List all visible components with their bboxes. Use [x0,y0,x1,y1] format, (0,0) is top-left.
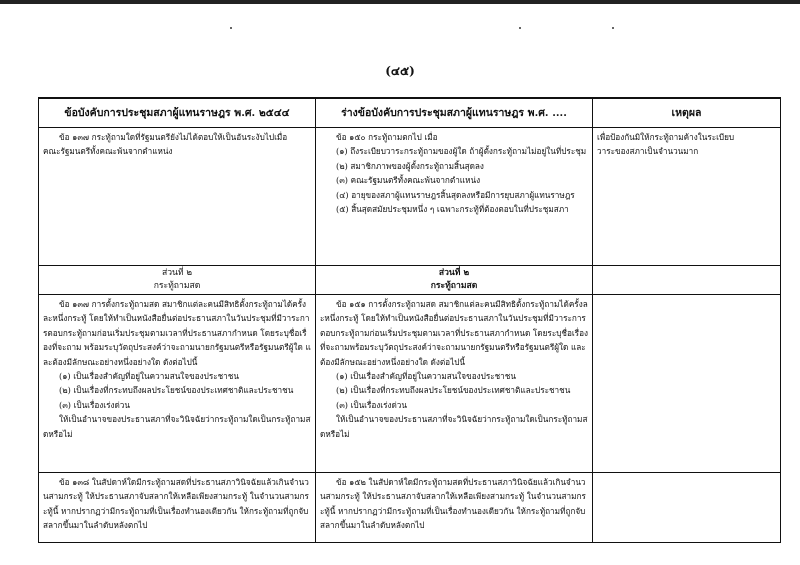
clause-item: (๒) เป็นเรื่องที่กระทบถึงผลประโยชน์ของประเทศชาติและประชาชน [336,385,571,396]
part-number: ส่วนที่ ๒ [438,268,470,278]
header-current-regulation: ข้อบังคับการประชุมสภาผู้แทนราษฎร พ.ศ. ๒๕๔๔ [39,98,316,128]
cell-reason-empty [593,266,781,295]
clause-tail: ให้เป็นอำนาจของประธานสภาที่จะวินิจฉัยว่ากระทู้ถามใดเป็นกระทู้ถามสดหรือไม่ [320,414,588,439]
clause-item: (๒) เป็นเรื่องที่กระทบถึงผลประโยชน์ของประเทศชาติและประชาชน [59,385,294,396]
clause-item: (๓) คณะรัฐมนตรีทั้งคณะพ้นจากตำแหน่ง [336,175,481,186]
cell-draft [316,295,593,473]
part-title: กระทู้ถามสด [430,281,478,291]
clause-text: ข้อ ๑๓๗ กระทู้ถามใดที่รัฐมนตรียังไม่ได้ตอบให้เป็นอันระงับไปเมื่อ [59,132,288,142]
clause-item: (๔) อายุของสภาผู้แทนราษฎรสิ้นสุดลงหรือมีการยุบสภาผู้แทนราษฎร [336,189,575,200]
clause-item: (๑) ถึงระเบียบวาระกระทู้ถามของผู้ใด ถ้าผู้ตั้งกระทู้ถามไม่อยู่ในที่ประชุม [336,146,587,157]
scan-edge-line [0,0,800,4]
header-reason: เหตุผล [593,98,781,128]
scan-speck [230,27,232,29]
scan-speck [612,27,614,29]
clause-text: ข้อ ๑๓๘ ในสัปดาห์ใดมีกระทู้ถามสดที่ประธานสภาวินิจฉัยแล้วเกินจำนวนสามกระทู้ ให้ประธานสภาจับสลากให้เหลือเพียงสามกระทู้ ในจำนวนสามกระทู้นี้ หากปรากฏว่ามีกระทู้ถามที่เป็นเรื่องทำนองเดียวกัน ให้กระทู้ถามที่ถูกจับสลากขึ้นมาในลำดับหลังตกไป [43,477,309,531]
cell-reason [593,128,781,266]
part-heading-draft [316,266,593,295]
part-number: ส่วนที่ ๒ [161,268,192,278]
comparison-table [38,97,781,543]
cell-current [39,128,316,266]
clause-item: (๓) เป็นเรื่องเร่งด่วน [336,399,407,410]
table-row [39,295,781,473]
clause-item: (๓) เป็นเรื่องเร่งด่วน [59,399,130,410]
clause-text: ข้อ ๑๕๒ ในสัปดาห์ใดมีกระทู้ถามสดที่ประธานสภาวินิจฉัยแล้วเกินจำนวนสามกระทู้ ให้ประธานสภาจับสลากให้เหลือเพียงสามกระทู้ ในจำนวนสามกระทู้นี้ หากปรากฏว่ามีกระทู้ถามที่เป็นเรื่องทำนองเดียวกัน ให้กระทู้ถามที่ถูกจับสลากขึ้นมาในลำดับหลังตกไป [320,477,586,531]
clause-item: (๒) สมาชิกภาพของผู้ตั้งกระทู้ถามสิ้นสุดลง [336,160,484,171]
clause-item: (๑) เป็นเรื่องสำคัญที่อยู่ในความสนใจของประชาชน [336,371,516,382]
table-row-part-heading [39,266,781,295]
table-row [39,128,781,266]
page-number: (๔๕) [385,64,415,78]
clause-lead: ข้อ ๑๕๐ กระทู้ถามตกไป เมื่อ [336,132,438,142]
clause-lead: ข้อ ๑๓๗ การตั้งกระทู้ถามสด สมาชิกแต่ละคนมีสิทธิตั้งกระทู้ถามได้ครั้งละหนึ่งกระทู้ โดยให้ทำเป็นหนังสือยื่นต่อประธานสภาในวันประชุมที่มีวาระการตอบกระทู้ถามก่อนเริ่มประชุมตามเวลาที่ประธานสภากำหนด โดยระบุชื่อเรื่องที่จะถาม พร้อมระบุวัตถุประสงค์ว่าจะถามนายกรัฐมนตรีหรือรัฐมนตรีผู้ใด และต้องมีลักษณะอย่างหนึ่งอย่างใด ดังต่อไปนี้ [43,299,311,367]
scan-speck [519,27,521,29]
cell-current [39,473,316,543]
part-heading-current [39,266,316,295]
cell-draft [316,128,593,266]
cell-draft [316,473,593,543]
table-row [39,473,781,543]
clause-lead: ข้อ ๑๕๑ การตั้งกระทู้ถามสด สมาชิกแต่ละคนมีสิทธิตั้งกระทู้ถามได้ครั้งละหนึ่งกระทู้ โดยให้ทำเป็นหนังสือยื่นต่อประธานสภาในวันประชุมที่มีวาระการตอบกระทู้ถามก่อนเริ่มประชุมตามเวลาที่ประธานสภากำหนด โดยระบุชื่อเรื่องที่จะถามพร้อมระบุวัตถุประสงค์ว่าจะถามนายกรัฐมนตรีหรือรัฐมนตรีผู้ใด และต้องมีลักษณะอย่างหนึ่งอย่างใด ดังต่อไปนี้ [320,299,588,367]
clause-tail: ให้เป็นอำนาจของประธานสภาที่จะวินิจฉัยว่ากระทู้ถามใดเป็นกระทู้ถามสดหรือไม่ [43,414,311,439]
table-header-row [39,98,781,128]
cell-reason-empty [593,473,781,543]
header-draft-regulation: ร่างข้อบังคับการประชุมสภาผู้แทนราษฎร พ.ศ. .... [316,98,593,128]
clause-item: (๑) เป็นเรื่องสำคัญที่อยู่ในความสนใจของประชาชน [59,371,239,382]
cell-reason-empty [593,295,781,473]
reason-text-continued: วาระของสภาเป็นจำนวนมาก [597,146,699,157]
reason-text: เพื่อป้องกันมิให้กระทู้ถามค้างในระเบียบ [597,132,735,142]
part-title: กระทู้ถามสด [153,281,201,291]
clause-text-continued: คณะรัฐมนตรีทั้งคณะพ้นจากตำแหน่ง [43,146,173,157]
cell-current [39,295,316,473]
clause-item: (๕) สิ้นสุดสมัยประชุมหนึ่ง ๆ เฉพาะกระทู้ที่ต้องตอบในที่ประชุมสภา [336,204,569,215]
